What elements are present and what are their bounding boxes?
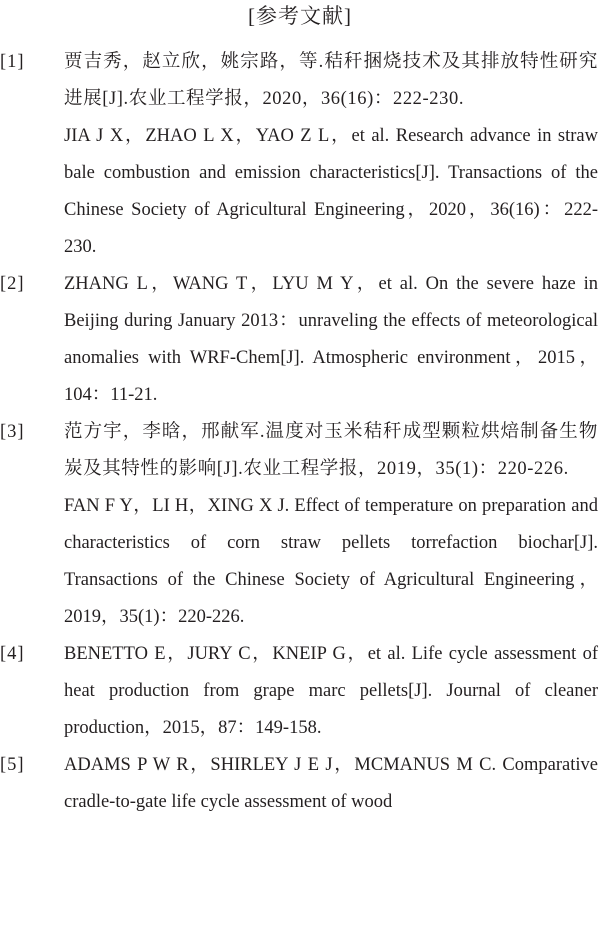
reference-number: [4] xyxy=(0,644,25,664)
reference-item-5 xyxy=(0,747,600,821)
reference-text-chinese: 贾吉秀，赵立欣，姚宗路，等.秸秆捆烧技术及其排放特性研究进展[J].农业工程学报，2020，36(16)：222-230. xyxy=(64,52,598,109)
reference-number: [3] xyxy=(0,422,25,442)
reference-number: [2] xyxy=(0,274,25,294)
reference-number: [1] xyxy=(0,52,25,72)
reference-list xyxy=(0,44,600,821)
reference-text-english: ZHANG L，WANG T，LYU M Y，et al. On the severe haze in Beijing during January 2013：unraveling the effects of meteorological anomalies with WRF-Chem[J]. Atmospheric environment，2015，104：11-21. xyxy=(64,274,598,405)
references-heading: [参考文献] xyxy=(248,4,352,28)
reference-item-2 xyxy=(0,266,600,414)
reference-number: [5] xyxy=(0,755,25,775)
reference-text-english: JIA J X，ZHAO L X，YAO Z L，et al. Research advance in straw bale combustion and emission characteristics[J]. Transactions of the Chinese Society of Agricultural Engineering，2020，36(16)：222-230. xyxy=(64,126,598,257)
reference-item-4 xyxy=(0,636,600,747)
reference-item-3 xyxy=(0,414,600,636)
reference-text-chinese: 范方宇，李晗，邢献军.温度对玉米秸秆成型颗粒烘焙制备生物炭及其特性的影响[J].农业工程学报，2019，35(1)：220-226. xyxy=(64,422,598,479)
reference-item-1 xyxy=(0,44,600,266)
reference-text-english: ADAMS P W R，SHIRLEY J E J，MCMANUS M C. Comparative cradle-to-gate life cycle assessment of wood xyxy=(64,755,598,812)
reference-text-english: BENETTO E，JURY C，KNEIP G，et al. Life cycle assessment of heat production from grape marc pellets[J]. Journal of cleaner production，2015，87：149-158. xyxy=(64,644,598,738)
reference-text-english: FAN F Y，LI H，XING X J. Effect of temperature on preparation and characteristics of corn straw pellets torrefaction biochar[J]. Transactions of the Chinese Society of Agricultural Engineering，2019，35(1)：220-226. xyxy=(64,496,598,627)
